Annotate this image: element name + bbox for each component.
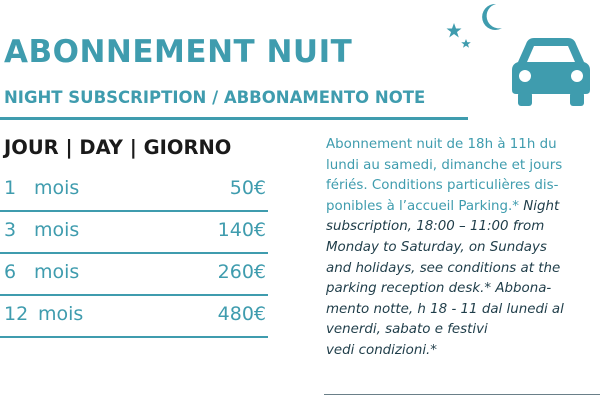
- conditions-english-italian: Night subscription, 18:00 – 11:00 from Monday to Saturday, on Sundays and holidays, see conditions at the parking reception desk.* Abbona- mento notte, h 18 - 11 dal lunedi al venerdi, sabato e festivi vedi condizioni.*: [326, 198, 564, 358]
- table-heading: JOUR | DAY | GIORNO: [4, 136, 232, 159]
- star-icon: [447, 23, 462, 38]
- car-icon: [512, 38, 590, 106]
- duration-number: 3: [4, 219, 17, 241]
- night-parking-illustration: [440, 0, 600, 110]
- duration-number: 6: [4, 261, 17, 283]
- footer-divider: [324, 394, 600, 395]
- page-title: ABONNEMENT NUIT: [4, 34, 353, 70]
- duration-number: 1: [4, 177, 17, 199]
- duration-unit: mois: [34, 219, 80, 241]
- price-value: 140€: [217, 219, 266, 241]
- duration-unit: mois: [38, 303, 84, 325]
- subscription-conditions: [326, 135, 596, 362]
- table-row: [0, 254, 268, 296]
- conditions-french: Abonnement nuit de 18h à 11h du lundi au samedi, dimanche et jours fériés. Conditions particulières dis- ponibles à l’accueil Parking.*: [326, 137, 563, 214]
- price-value: 260€: [217, 261, 266, 283]
- table-row: [0, 212, 268, 254]
- star-icon: [461, 39, 471, 48]
- page-subtitle: NIGHT SUBSCRIPTION / ABBONAMENTO NOTE: [4, 88, 426, 107]
- header-divider: [0, 117, 468, 120]
- price-value: 50€: [229, 177, 266, 199]
- duration-unit: mois: [34, 261, 80, 283]
- price-value: 480€: [217, 303, 266, 325]
- crescent-moon-icon: [482, 4, 502, 30]
- table-row: [0, 170, 268, 212]
- price-table: [0, 170, 268, 338]
- duration-unit: mois: [34, 177, 80, 199]
- table-row: [0, 296, 268, 338]
- duration-number: 12: [4, 303, 29, 325]
